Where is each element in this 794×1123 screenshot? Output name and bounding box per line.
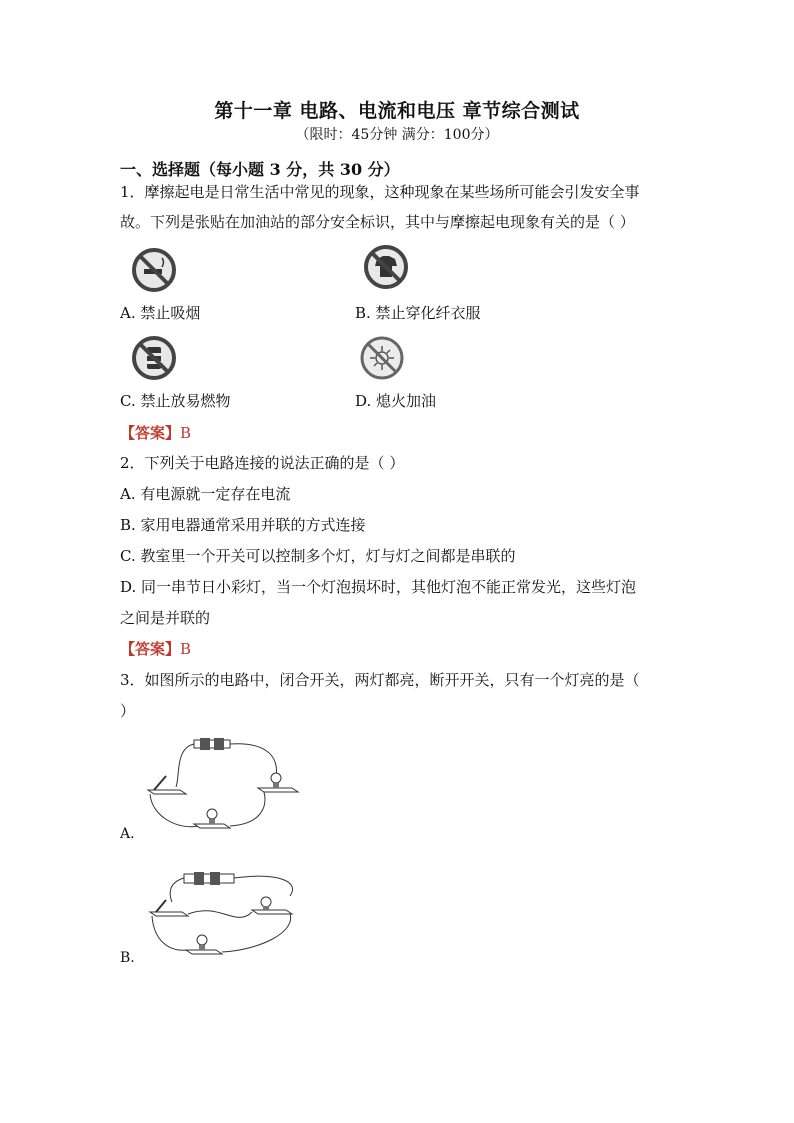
question-2-option-d-line-2: 之间是并联的: [120, 609, 211, 627]
circuit-diagram-a: [140, 732, 310, 832]
question-2-option-c: C. 教室里一个开关可以控制多个灯，灯与灯之间都是串联的: [120, 547, 516, 565]
answer-value: B: [180, 424, 192, 442]
question-3-option-b: B.: [120, 950, 135, 966]
question-1-option-a: A. 禁止吸烟: [120, 304, 201, 322]
question-3-option-a: A.: [120, 826, 135, 842]
answer-value: B: [180, 640, 192, 658]
question-2-stem: 2．下列关于电路连接的说法正确的是（ ）: [120, 454, 405, 472]
circuit-diagram-b: [140, 862, 310, 966]
question-1-option-b: B. 禁止穿化纤衣服: [355, 304, 481, 322]
answer-tag: 【答案】: [120, 424, 181, 442]
no-synthetic-clothing-icon: [364, 245, 408, 289]
question-2-option-d-line-1: D. 同一串节日小彩灯，当一个灯泡损坏时，其他灯泡不能正常发光，这些灯泡: [120, 578, 637, 596]
page-subtitle: （限时：45分钟 满分：100分）: [295, 127, 499, 143]
question-1-line-2: 故。下列是张贴在加油站的部分安全标识，其中与摩擦起电现象有关的是（ ）: [120, 213, 635, 231]
page-title: 第十一章 电路、电流和电压 章节综合测试: [214, 100, 580, 122]
question-2-option-a: A. 有电源就一定存在电流: [120, 485, 291, 503]
engine-off-icon: [360, 336, 404, 380]
question-3-line-1: 3．如图所示的电路中，闭合开关，两灯都亮，断开开关，只有一个灯亮的是（: [120, 671, 640, 689]
question-2-answer: [120, 638, 191, 659]
question-1-answer: [120, 422, 191, 443]
answer-tag: 【答案】: [120, 640, 181, 658]
question-1-option-d: D. 熄火加油: [355, 392, 437, 410]
no-flammables-icon: [132, 336, 176, 380]
question-2-option-b: B. 家用电器通常采用并联的方式连接: [120, 516, 366, 534]
question-3-line-2: ）: [120, 702, 136, 720]
question-1-option-c: C. 禁止放易燃物: [120, 392, 231, 410]
question-1-line-1: 1．摩擦起电是日常生活中常见的现象，这种现象在某些场所可能会引发安全事: [120, 183, 640, 201]
no-smoking-icon: [132, 248, 176, 292]
section-title: 一、选择题（每小题 3 分，共 30 分）: [120, 160, 400, 179]
